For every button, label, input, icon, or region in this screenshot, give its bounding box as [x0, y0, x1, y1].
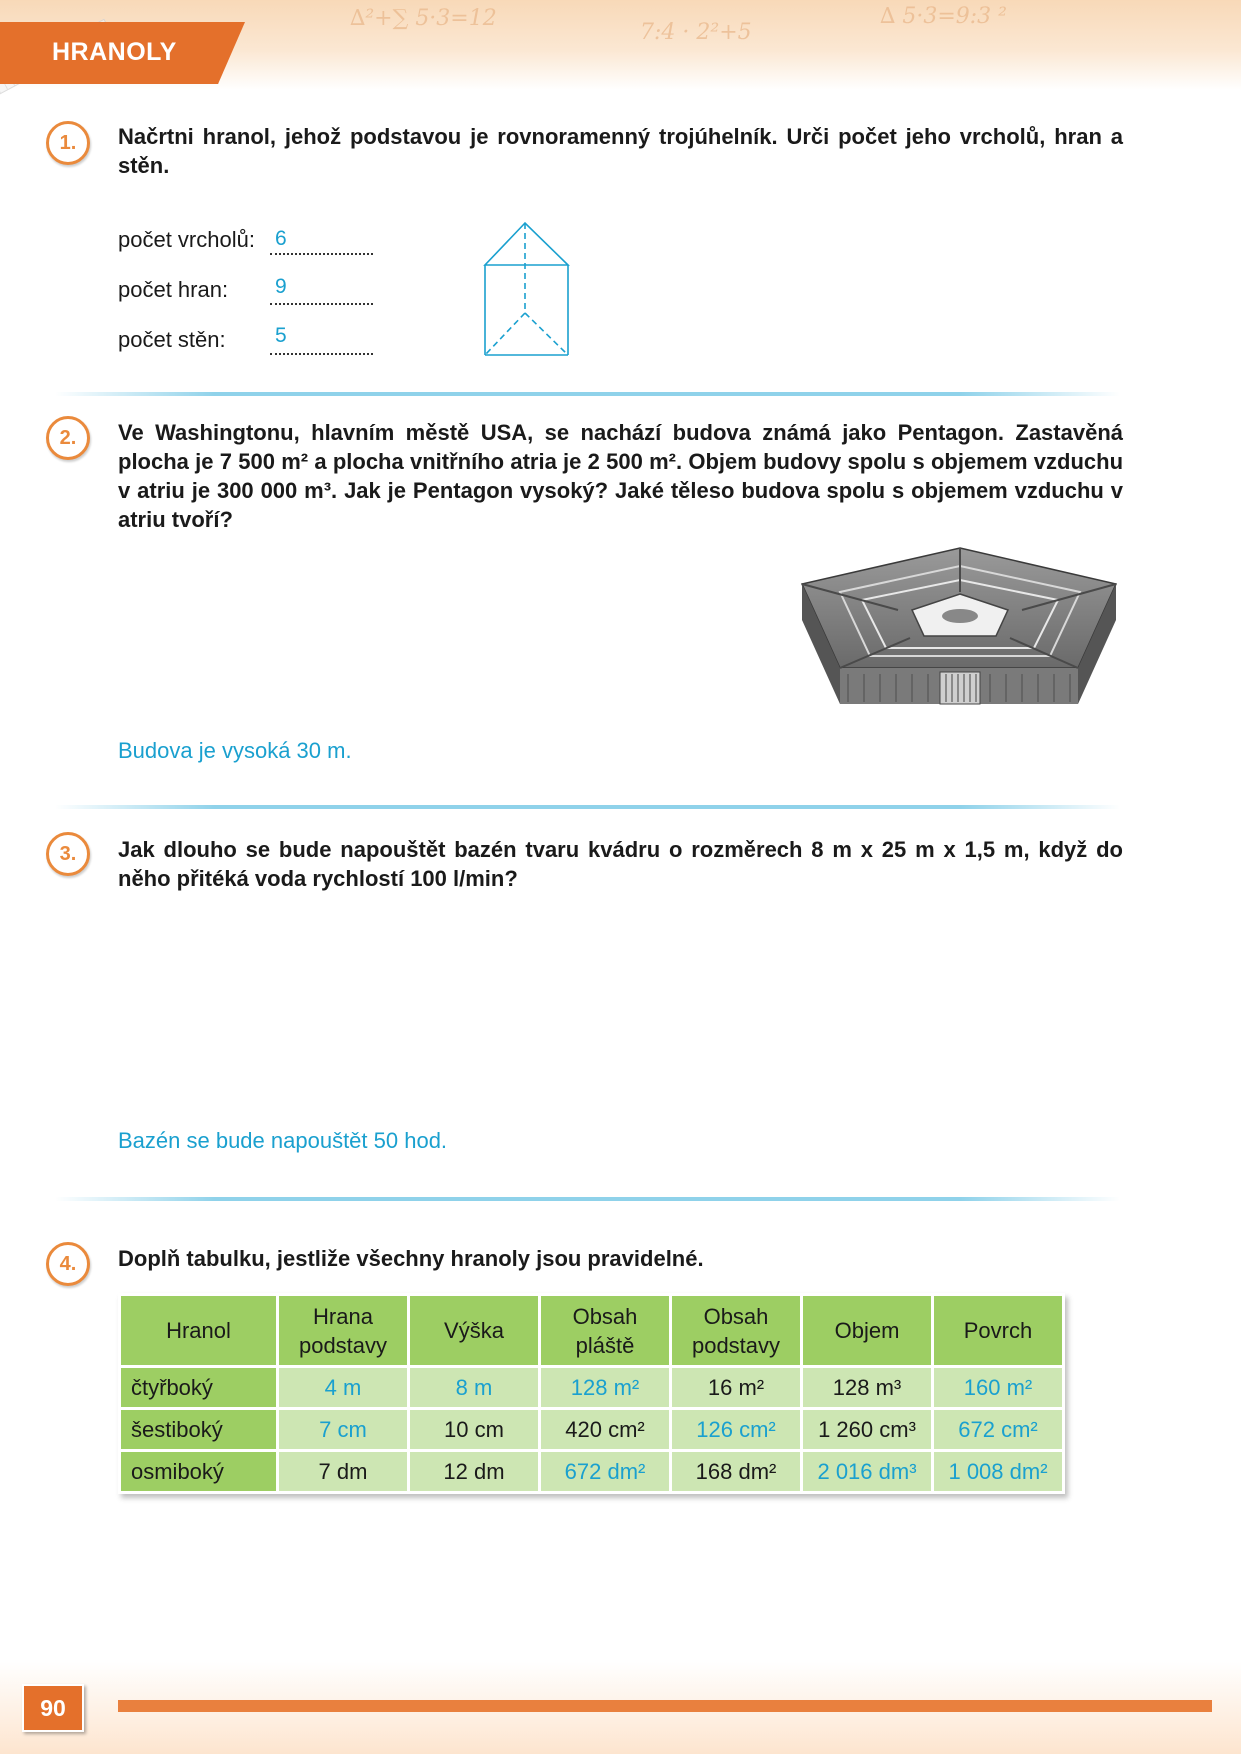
answer-value: 6: [275, 227, 287, 250]
task-2-text: Ve Washingtonu, hlavním městě USA, se nachází budova známá jako Pentagon. Zastavěná plocha je 7 500 m² a plocha vnitřního atria je 2 500 m². Objem budovy spolu s objemem vzduchu v atriu je 300 000 m³. Jak je Pentagon vysoký? Jaké těleso budova spolu s objemem vzduchu v atriu tvoří?: [118, 420, 1124, 532]
row-label: osmiboký: [120, 1451, 278, 1493]
column-header: Obsah podstavy: [671, 1295, 802, 1367]
row-label: čtyřboký: [120, 1367, 278, 1409]
task-3-text: Jak dlouho se bude napouštět bazén tvaru kvádru o rozměrech 8 m x 25 m x 1,5 m, když do něho přitéká voda rychlostí 100 l/min?: [118, 837, 1123, 891]
table-cell: 672 cm²: [933, 1409, 1064, 1451]
table-cell: 16 m²: [671, 1367, 802, 1409]
row-label: šestiboký: [120, 1409, 278, 1451]
section-separator: [55, 805, 1120, 809]
answer-value: 5: [275, 324, 287, 347]
table-header-row: [120, 1295, 1064, 1367]
table-row: [120, 1367, 1064, 1409]
chapter-title: HRANOLY: [52, 38, 177, 66]
column-header: Hrana podstavy: [278, 1295, 409, 1367]
field-label: počet stěn:: [118, 327, 226, 352]
table-cell: 4 m: [278, 1367, 409, 1409]
task-number-badge: 4.: [46, 1242, 90, 1286]
task-4-text: Doplň tabulku, jestliže všechny hranoly jsou pravidelné.: [118, 1246, 704, 1271]
column-header: Obsah pláště: [540, 1295, 671, 1367]
answer-value: 9: [275, 275, 287, 298]
triangular-prism-sketch: [480, 220, 574, 360]
column-header: Hranol: [120, 1295, 278, 1367]
field-label: počet vrcholů:: [118, 227, 255, 252]
table-cell: 672 dm²: [540, 1451, 671, 1493]
table-cell: 128 m³: [802, 1367, 933, 1409]
task-3-answer: Bazén se bude napouštět 50 hod.: [118, 1128, 448, 1153]
table-cell: 8 m: [409, 1367, 540, 1409]
table-cell: 7 dm: [278, 1451, 409, 1493]
table-cell: 10 cm: [409, 1409, 540, 1451]
table-cell: 2 016 dm³: [802, 1451, 933, 1493]
decorative-math-scribble: 7:4 · 2²+5: [640, 20, 752, 45]
table-cell: 126 cm²: [671, 1409, 802, 1451]
task-number-badge: 3.: [46, 832, 90, 876]
column-header: Výška: [409, 1295, 540, 1367]
section-separator: [55, 1197, 1120, 1201]
column-header: Povrch: [933, 1295, 1064, 1367]
table-row: [120, 1409, 1064, 1451]
column-header: Objem: [802, 1295, 933, 1367]
table-cell: 160 m²: [933, 1367, 1064, 1409]
table-cell: 420 cm²: [540, 1409, 671, 1451]
task-number-badge: 1.: [46, 121, 90, 165]
table-cell: 128 m²: [540, 1367, 671, 1409]
section-separator: [55, 392, 1120, 396]
table-cell: 168 dm²: [671, 1451, 802, 1493]
decorative-math-scribble: ∆ 5·3=9:3 ²: [880, 4, 1007, 29]
table-cell: 12 dm: [409, 1451, 540, 1493]
task-number-badge: 2.: [46, 416, 90, 460]
pentagon-building-image: [800, 544, 1120, 714]
table-cell: 1 008 dm²: [933, 1451, 1064, 1493]
table-row: [120, 1451, 1064, 1493]
decorative-math-scribble: ∆²+∑ 5·3=12: [350, 6, 497, 31]
task-1-text: Načrtni hranol, jehož podstavou je rovnoramenný trojúhelník. Urči počet jeho vrcholů, hran a stěn.: [118, 124, 1123, 178]
footer-bar: [118, 1700, 1212, 1712]
page-number: 90: [22, 1684, 84, 1732]
table-cell: 1 260 cm³: [802, 1409, 933, 1451]
task-2-answer: Budova je vysoká 30 m.: [118, 738, 352, 763]
prism-table: [118, 1293, 1065, 1494]
field-label: počet hran:: [118, 277, 229, 302]
table-cell: 7 cm: [278, 1409, 409, 1451]
